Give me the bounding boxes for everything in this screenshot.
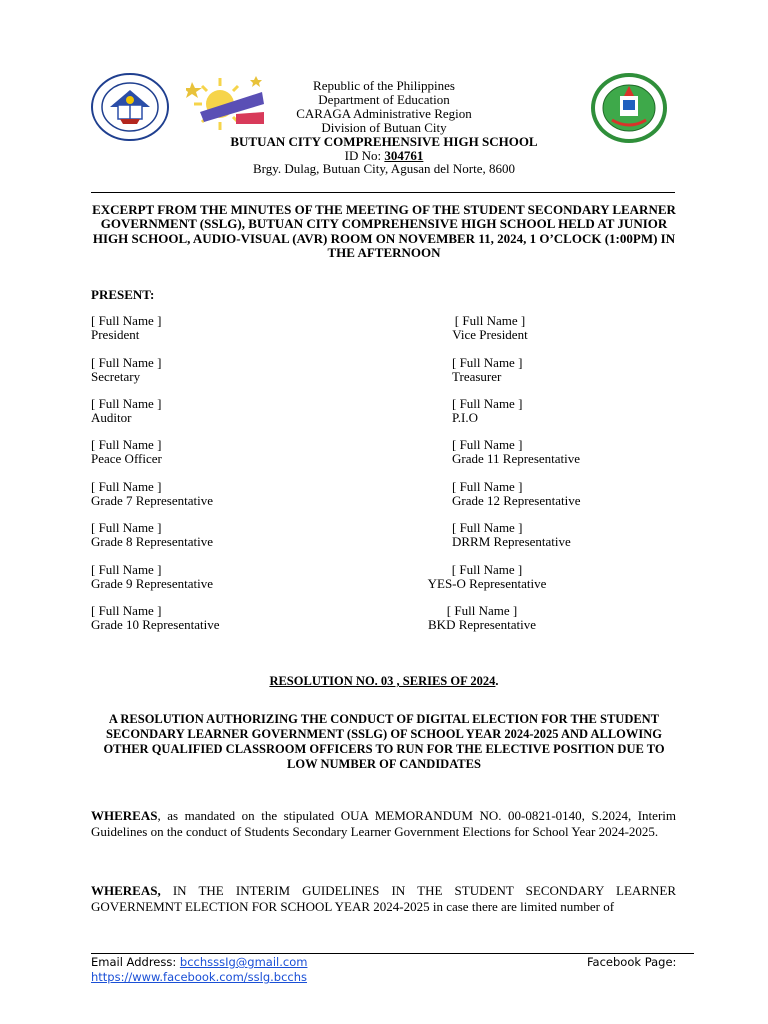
footer-divider — [91, 953, 694, 954]
member-name: [ Full Name ] — [91, 479, 162, 494]
header-department: Department of Education — [318, 92, 450, 107]
member-right-7 — [424, 563, 550, 591]
member-right-6 — [452, 521, 571, 549]
member-right-8 — [424, 604, 540, 632]
facebook-link[interactable] — [91, 970, 307, 985]
member-name: [ Full Name ] — [91, 437, 162, 452]
member-role: BKD Representative — [428, 617, 536, 632]
member-role: Grade 11 Representative — [452, 451, 581, 466]
member-name: [ Full Name ] — [91, 603, 162, 618]
facebook-label: Facebook Page: — [587, 955, 677, 969]
member-right-1 — [437, 314, 543, 342]
member-role: Vice President — [452, 327, 528, 342]
member-left-3 — [91, 397, 161, 425]
member-left-7 — [91, 563, 213, 591]
member-right-4 — [452, 438, 580, 466]
member-right-3 — [452, 397, 522, 425]
header-region: CARAGA Administrative Region — [296, 106, 472, 121]
member-name: [ Full Name ] — [452, 437, 523, 452]
member-role: Grade 10 Representative — [91, 617, 220, 632]
member-left-5 — [91, 480, 213, 508]
whereas-paragraph-1 — [91, 808, 676, 840]
school-id-label: ID No: — [344, 148, 385, 163]
member-name: [ Full Name ] — [452, 520, 523, 535]
header-address: Brgy. Dulag, Butuan City, Agusan del Norte, 8600 — [252, 161, 516, 176]
member-role: Grade 9 Representative — [91, 576, 214, 591]
whereas-lead-2: WHEREAS, — [91, 883, 161, 898]
member-left-4 — [91, 438, 162, 466]
member-role: Grade 7 Representative — [91, 493, 214, 508]
email-link[interactable]: bcchsssIg@gmail.com — [179, 955, 308, 969]
member-role: President — [91, 327, 140, 342]
member-role: Secretary — [91, 369, 141, 384]
member-name: [ Full Name ] — [452, 396, 523, 411]
resolution-title — [0, 674, 768, 689]
header-divider — [91, 192, 675, 193]
whereas-text-1: , as mandated on the stipulated OUA MEMORANDUM NO. 00-0821-0140, S.2024, Interim Guidelines on the conduct of Students Secondary Learner Government Elections for School Year 2024-2025. — [91, 808, 676, 839]
member-name: [ Full Name ] — [452, 355, 523, 370]
present-label: PRESENT: — [91, 287, 155, 302]
member-left-8 — [91, 604, 220, 632]
member-right-5 — [452, 480, 581, 508]
member-name: [ Full Name ] — [91, 562, 162, 577]
member-role: Grade 8 Representative — [91, 534, 214, 549]
member-role: P.I.O — [452, 410, 479, 425]
whereas-paragraph-2 — [91, 883, 676, 915]
member-role: DRRM Representative — [452, 534, 571, 549]
member-name: [ Full Name ] — [446, 603, 518, 618]
member-left-6 — [91, 521, 213, 549]
member-name: [ Full Name ] — [454, 313, 526, 328]
facebook-url[interactable]: https://www.facebook.com/sslg.bcchs — [91, 970, 308, 984]
excerpt-title: EXCERPT FROM THE MINUTES OF THE MEETING OF THE STUDENT SECONDARY LEARNER GOVERNMENT (SSLG), BUTUAN CITY COMPREHENSIVE HIGH SCHOOL HELD AT JUNIOR HIGH SCHOOL, AUDIO-VISUAL (AVR) ROOM ON NOVEMBER 11, 2024, 1 O’CLOCK (1:00PM) IN THE AFTERNOON — [92, 202, 676, 261]
header-republic: Republic of the Philippines — [313, 78, 455, 93]
resolution-period: . — [495, 674, 499, 688]
member-role: Grade 12 Representative — [452, 493, 581, 508]
whereas-lead-1: WHEREAS — [91, 808, 158, 823]
member-name: [ Full Name ] — [451, 562, 523, 577]
school-id-number: 304761 — [384, 148, 424, 163]
footer-email — [91, 955, 307, 970]
member-role: Auditor — [91, 410, 132, 425]
member-name: [ Full Name ] — [91, 520, 162, 535]
resolution-number: RESOLUTION NO. 03 , SERIES OF 2024 — [269, 674, 496, 688]
member-right-2 — [452, 356, 522, 384]
email-label: Email Address: — [91, 955, 180, 969]
member-name: [ Full Name ] — [91, 313, 162, 328]
header-school-name: BUTUAN CITY COMPREHENSIVE HIGH SCHOOL — [230, 134, 538, 149]
member-name: [ Full Name ] — [452, 479, 523, 494]
header-division: Division of Butuan City — [321, 120, 447, 135]
member-left-1 — [91, 314, 161, 342]
whereas-text-2: IN THE INTERIM GUIDELINES IN THE STUDENT SECONDARY LEARNER GOVERNEMNT ELECTION FOR SCHOOL YEAR 2024-2025 in case there are limited number of — [91, 883, 676, 914]
member-role: YES-O Representative — [427, 576, 547, 591]
member-role: Treasurer — [452, 369, 502, 384]
member-left-2 — [91, 356, 161, 384]
member-name: [ Full Name ] — [91, 355, 162, 370]
member-name: [ Full Name ] — [91, 396, 162, 411]
resolution-description: A RESOLUTION AUTHORIZING THE CONDUCT OF DIGITAL ELECTION FOR THE STUDENT SECONDARY LEARNER GOVERNMENT (SSLG) OF SCHOOL YEAR 2024-2025 AND ALLOWING OTHER QUALIFIED CLASSROOM OFFICERS TO RUN FOR THE ELECTIVE POSITION DUE TO LOW NUMBER OF CANDIDATES — [103, 712, 665, 771]
member-role: Peace Officer — [91, 451, 162, 466]
